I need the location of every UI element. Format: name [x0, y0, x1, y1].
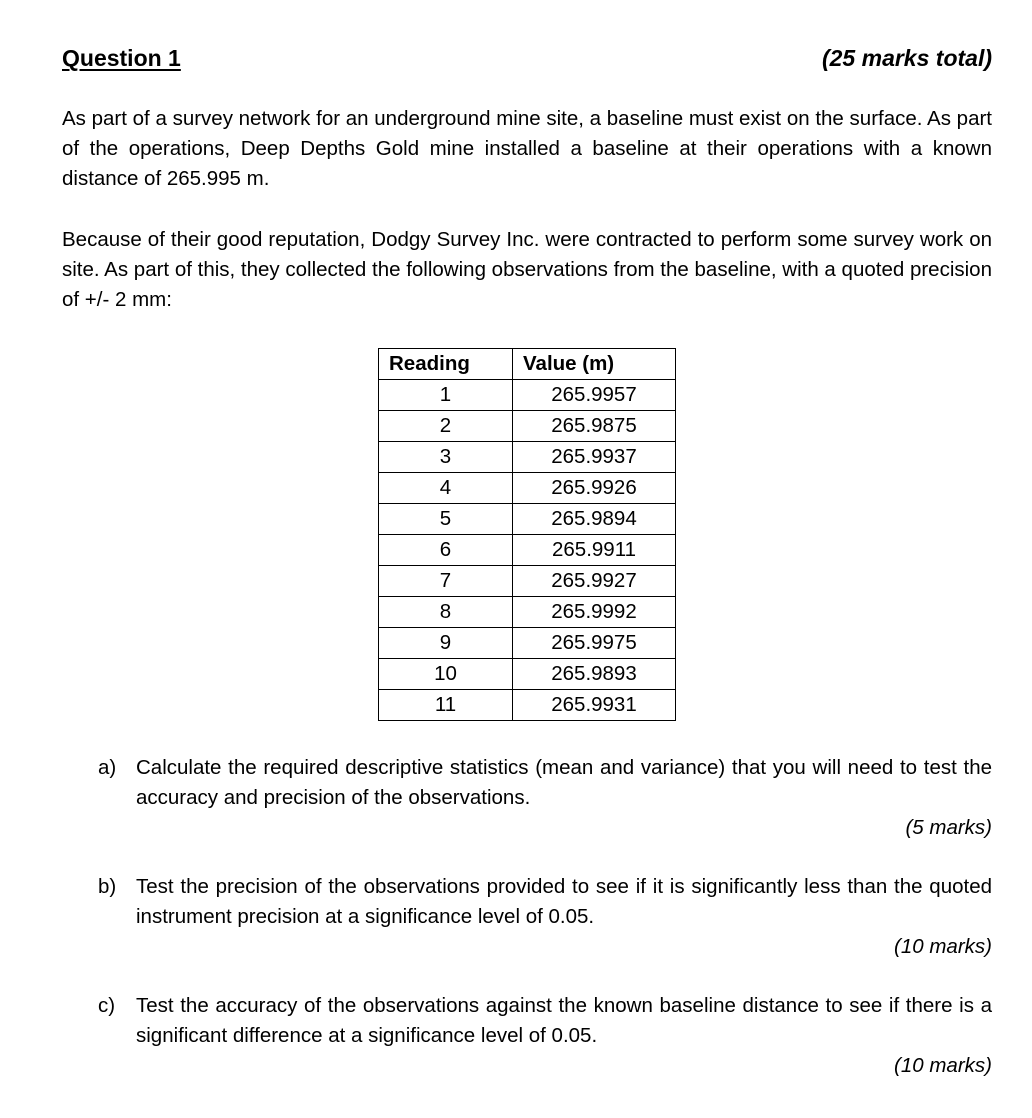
part-b	[98, 872, 992, 962]
value-cell: 265.9937	[513, 442, 676, 473]
part-b-marks: (10 marks)	[894, 935, 992, 958]
table-row	[379, 566, 676, 597]
part-a-letter: a)	[98, 756, 117, 779]
table-header-row	[379, 349, 676, 380]
part-a-text: Calculate the required descriptive statistics (mean and variance) that you will need to test the accuracy and precision of the observations.	[136, 756, 992, 809]
reading-cell: 5	[379, 504, 513, 535]
table-row	[379, 442, 676, 473]
table-row	[379, 535, 676, 566]
question-document	[62, 40, 992, 1081]
part-a-marks: (5 marks)	[905, 816, 992, 839]
table-row	[379, 473, 676, 504]
table-row	[379, 411, 676, 442]
header-reading: Reading	[379, 349, 513, 380]
table-row	[379, 628, 676, 659]
reading-cell: 9	[379, 628, 513, 659]
part-a	[98, 753, 992, 843]
reading-cell: 3	[379, 442, 513, 473]
value-cell: 265.9957	[513, 380, 676, 411]
part-c-marks: (10 marks)	[894, 1054, 992, 1077]
question-total-marks: (25 marks total)	[821, 45, 992, 71]
value-cell: 265.9992	[513, 597, 676, 628]
intro-paragraph-2: Because of their good reputation, Dodgy Survey Inc. were contracted to perform some survey work on site. As part of this, they collected the following observations from the baseline, with a quoted precision of +/- 2 mm:	[62, 228, 992, 311]
reading-cell: 1	[379, 380, 513, 411]
value-cell: 265.9875	[513, 411, 676, 442]
reading-cell: 7	[379, 566, 513, 597]
table-row	[379, 597, 676, 628]
reading-cell: 8	[379, 597, 513, 628]
header-value: Value (m)	[513, 349, 676, 380]
table-row	[379, 380, 676, 411]
table-row	[379, 690, 676, 721]
part-c-text: Test the accuracy of the observations against the known baseline distance to see if there is a significant difference at a significance level of 0.05.	[136, 994, 992, 1047]
value-cell: 265.9926	[513, 473, 676, 504]
table-row	[379, 504, 676, 535]
reading-cell: 6	[379, 535, 513, 566]
part-b-letter: b)	[98, 875, 117, 898]
reading-cell: 2	[379, 411, 513, 442]
reading-cell: 4	[379, 473, 513, 504]
value-cell: 265.9927	[513, 566, 676, 597]
table-row	[379, 659, 676, 690]
question-title: Question 1	[62, 45, 181, 71]
value-cell: 265.9893	[513, 659, 676, 690]
value-cell: 265.9911	[513, 535, 676, 566]
reading-cell: 11	[379, 690, 513, 721]
intro-paragraph-1: As part of a survey network for an underground mine site, a baseline must exist on the surface. As part of the operations, Deep Depths Gold mine installed a baseline at their operations with a known distance of 265.995 m.	[62, 107, 992, 190]
question-heading	[62, 40, 992, 76]
part-c	[98, 991, 992, 1081]
reading-cell: 10	[379, 659, 513, 690]
part-c-letter: c)	[98, 994, 116, 1017]
value-cell: 265.9975	[513, 628, 676, 659]
observations-table	[378, 348, 676, 721]
value-cell: 265.9931	[513, 690, 676, 721]
part-b-text: Test the precision of the observations provided to see if it is significantly less than the quoted instrument precision at a significance level of 0.05.	[136, 875, 992, 928]
value-cell: 265.9894	[513, 504, 676, 535]
